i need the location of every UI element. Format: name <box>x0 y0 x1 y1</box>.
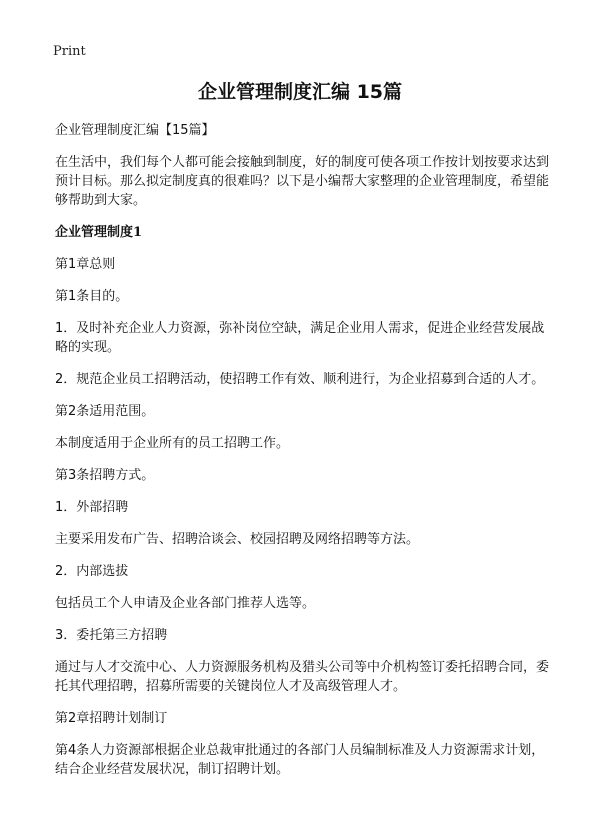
body-paragraph: 第4条人力资源部根据企业总裁审批通过的各部门人员编制标准及人力资源需求计划，结合企业经营发展状况，制订招聘计划。 <box>55 743 545 777</box>
document-subtitle: 企业管理制度汇编【15篇】 <box>55 123 215 138</box>
section-heading: 企业管理制度1 <box>55 225 143 240</box>
body-paragraph: 1．外部招聘 <box>55 500 129 515</box>
body-paragraph: 2．内部选拔 <box>55 564 129 579</box>
body-paragraph: 2．规范企业员工招聘活动，使招聘工作有效、顺利进行，为企业招募到合适的人才。 <box>55 372 545 387</box>
print-link[interactable]: Print <box>53 44 86 59</box>
document-title: 企业管理制度汇编 15篇 <box>197 81 403 103</box>
body-paragraph: 第2章招聘计划制订 <box>55 711 168 726</box>
body-paragraph: 第3条招聘方式。 <box>55 468 155 483</box>
body-paragraph: 包括员工个人申请及企业各部门推荐人选等。 <box>55 596 316 611</box>
body-paragraph: 第2条适用范围。 <box>55 404 155 419</box>
body-paragraph: 3．委托第三方招聘 <box>55 628 168 643</box>
body-paragraph: 主要采用发布广告、招聘洽谈会、校园招聘及网络招聘等方法。 <box>55 532 420 547</box>
document-body <box>55 121 555 792</box>
intro-paragraph: 在生活中，我们每个人都可能会接触到制度，好的制度可使各项工作按计划按要求达到预计目标。那么拟定制度真的很难吗？以下是小编帮大家整理的企业管理制度，希望能够帮助到大家。 <box>55 155 550 208</box>
body-paragraph: 第1条目的。 <box>55 289 129 304</box>
body-paragraph: 通过与人才交流中心、人力资源服务机构及猎头公司等中介机构签订委托招聘合同，委托其代理招聘，招募所需要的关键岗位人才及高级管理人才。 <box>55 660 550 694</box>
body-paragraph: 第1章总则 <box>55 257 116 272</box>
body-paragraph: 1．及时补充企业人力资源，弥补岗位空缺，满足企业用人需求，促进企业经营发展战略的实现。 <box>55 321 545 355</box>
body-paragraph: 本制度适用于企业所有的员工招聘工作。 <box>55 436 290 451</box>
